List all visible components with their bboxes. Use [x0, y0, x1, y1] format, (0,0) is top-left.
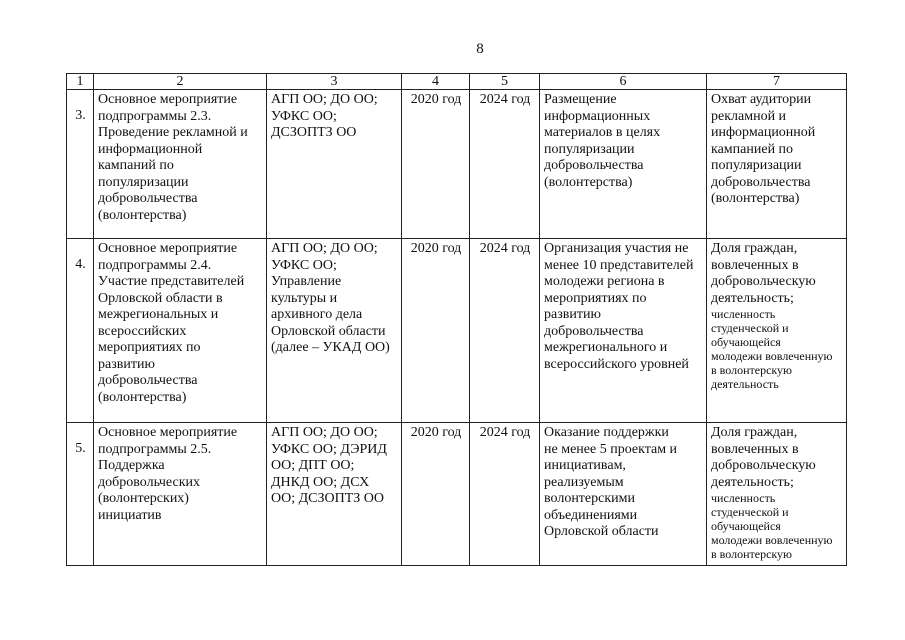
- page-number: 8: [476, 41, 484, 57]
- header-cell: 5: [470, 74, 540, 90]
- indicator-cell: [707, 423, 847, 566]
- header-row: [67, 74, 847, 90]
- indicator-cell: [707, 239, 847, 423]
- header-cell: 3: [267, 74, 402, 90]
- indicator-cell: [707, 90, 847, 239]
- header-cell: 7: [707, 74, 847, 90]
- indicator-main: Доля граждан, вовлеченных в добровольческую деятельность;: [711, 425, 816, 490]
- indicator-detail: численность студенческой и обучающейся молодежи вовлеченную в волонтерскую деятельность: [711, 307, 833, 391]
- executors-cell: АГП ОО; ДО ОО; УФКС ОО; ДЭРИД ОО; ДПТ ОО; ДНКД ОО; ДСХ ОО; ДСЗОПТЗ ОО: [267, 423, 402, 566]
- indicator-main: Доля граждан, вовлеченных в добровольческую деятельность;: [711, 241, 816, 306]
- event-cell: Основное мероприятие подпрограммы 2.4. Участие представителей Орловской области в межрегиональных и всероссийских мероприятиях по развитию добровольчества (волонтерства): [94, 239, 267, 423]
- row-number: 4.: [67, 239, 94, 423]
- header-cell: 6: [540, 74, 707, 90]
- program-table: [66, 73, 847, 566]
- executors-cell: АГП ОО; ДО ОО; УФКС ОО; ДСЗОПТЗ ОО: [267, 90, 402, 239]
- table-row: [67, 90, 847, 239]
- result-cell: Размещение информационных материалов в целях популяризации добровольчества (волонтерства): [540, 90, 707, 239]
- event-cell: Основное мероприятие подпрограммы 2.5. Поддержка добровольческих (волонтерских) инициатив: [94, 423, 267, 566]
- indicator-detail: численность студенческой и обучающейся молодежи вовлеченную в волонтерскую: [711, 491, 833, 561]
- start-year-cell: 2020 год: [402, 423, 470, 566]
- row-number: 5.: [67, 423, 94, 566]
- executors-cell: АГП ОО; ДО ОО; УФКС ОО; Управление культуры и архивного дела Орловской области (далее – УКАД ОО): [267, 239, 402, 423]
- indicator-main: Охват аудитории рекламной и информационной кампанией по популяризации добровольчества (волонтерства): [711, 92, 816, 206]
- header-cell: 4: [402, 74, 470, 90]
- table-row: [67, 423, 847, 566]
- result-cell: Организация участия не менее 10 представителей молодежи региона в мероприятиях по развитию добровольчества межрегионального и всероссийского уровней: [540, 239, 707, 423]
- row-number: 3.: [67, 90, 94, 239]
- event-cell: Основное мероприятие подпрограммы 2.3. Проведение рекламной и информационной кампаний по популяризации добровольчества (волонтерства): [94, 90, 267, 239]
- end-year-cell: 2024 год: [470, 239, 540, 423]
- start-year-cell: 2020 год: [402, 239, 470, 423]
- header-cell: 1: [67, 74, 94, 90]
- end-year-cell: 2024 год: [470, 423, 540, 566]
- result-cell: Оказание поддержки не менее 5 проектам и инициативам, реализуемым волонтерскими объединениями Орловской области: [540, 423, 707, 566]
- header-cell: 2: [94, 74, 267, 90]
- start-year-cell: 2020 год: [402, 90, 470, 239]
- end-year-cell: 2024 год: [470, 90, 540, 239]
- table-row: [67, 239, 847, 423]
